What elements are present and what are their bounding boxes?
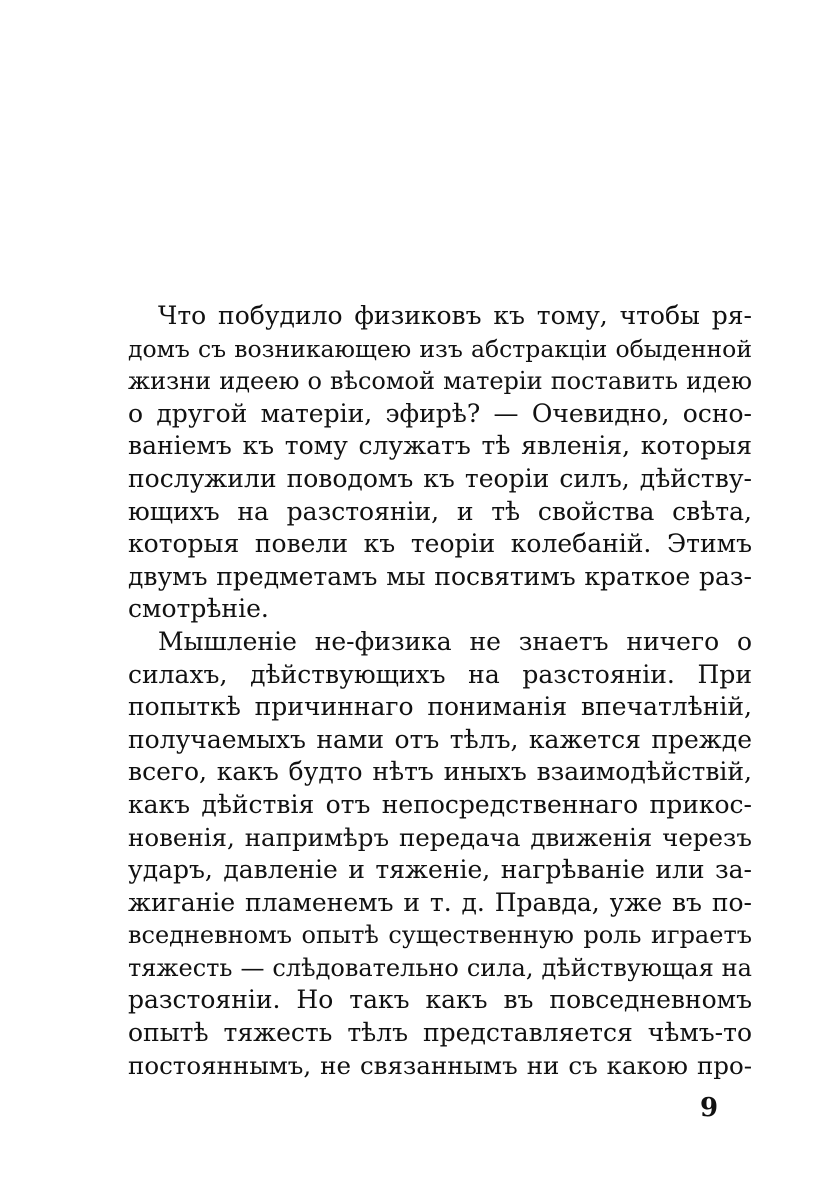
- text-line: ваніемъ къ тому служатъ тѣ явленія, которыя: [128, 431, 752, 461]
- text-line: Мышленіе не-физика не знаетъ ничего о: [158, 626, 752, 656]
- text-line: тяжесть — слѣдовательно сила, дѣйствующая на: [128, 953, 752, 982]
- text-line: жиганіе пламенемъ и т. д. Правда, уже въ по-: [128, 887, 752, 917]
- text-line: Что побудило физиковъ къ тому, чтобы ря-: [158, 301, 752, 330]
- text-line: жизни идеею о вѣсомой матеріи поставить идею: [128, 367, 752, 396]
- text-line: постояннымъ, не связаннымъ ни съ какою про-: [128, 1050, 752, 1080]
- text-line: получаемыхъ нами отъ тѣлъ, кажется прежде: [128, 724, 752, 754]
- text-line: силахъ, дѣйствующихъ на разстояніи. При: [128, 659, 752, 689]
- body-text: [128, 300, 752, 1082]
- paragraph-2: [128, 626, 752, 1082]
- text-line: смотрѣніе.: [128, 594, 269, 624]
- text-line: всего, какъ будто нѣтъ иныхъ взаимодѣйствій,: [128, 757, 752, 787]
- text-line: ющихъ на разстояніи, и тѣ свойства свѣта,: [128, 496, 752, 526]
- text-line: которыя повели къ теоріи колебаній. Этимъ: [128, 529, 752, 559]
- text-line: попыткѣ причиннаго пониманія впечатлѣній,: [128, 692, 752, 722]
- text-line: какъ дѣйствія отъ непосредственнаго прикос-: [128, 789, 752, 819]
- text-line: разстояніи. Но такъ какъ въ повседневномъ: [128, 985, 752, 1015]
- text-line: о другой матеріи, эфирѣ? — Очевидно, осно-: [128, 398, 752, 428]
- text-line: ударъ, давленіе и тяженіе, нагрѣваніе или за-: [128, 855, 752, 885]
- text-line: новенія, напримѣръ передача движенія черезъ: [128, 822, 752, 852]
- text-line: послужили поводомъ къ теоріи силъ, дѣйству-: [128, 463, 752, 493]
- paragraph-1: [128, 300, 752, 626]
- text-line: домъ съ возникающею изъ абстракціи обыденной: [128, 334, 752, 363]
- page-number: 9: [700, 1093, 719, 1123]
- text-line: опытѣ тяжесть тѣлъ представляется чѣмъ-то: [128, 1018, 752, 1048]
- text-line: двумъ предметамъ мы посвятимъ краткое раз-: [128, 561, 752, 591]
- text-line: вседневномъ опытѣ существенную роль играетъ: [128, 921, 752, 950]
